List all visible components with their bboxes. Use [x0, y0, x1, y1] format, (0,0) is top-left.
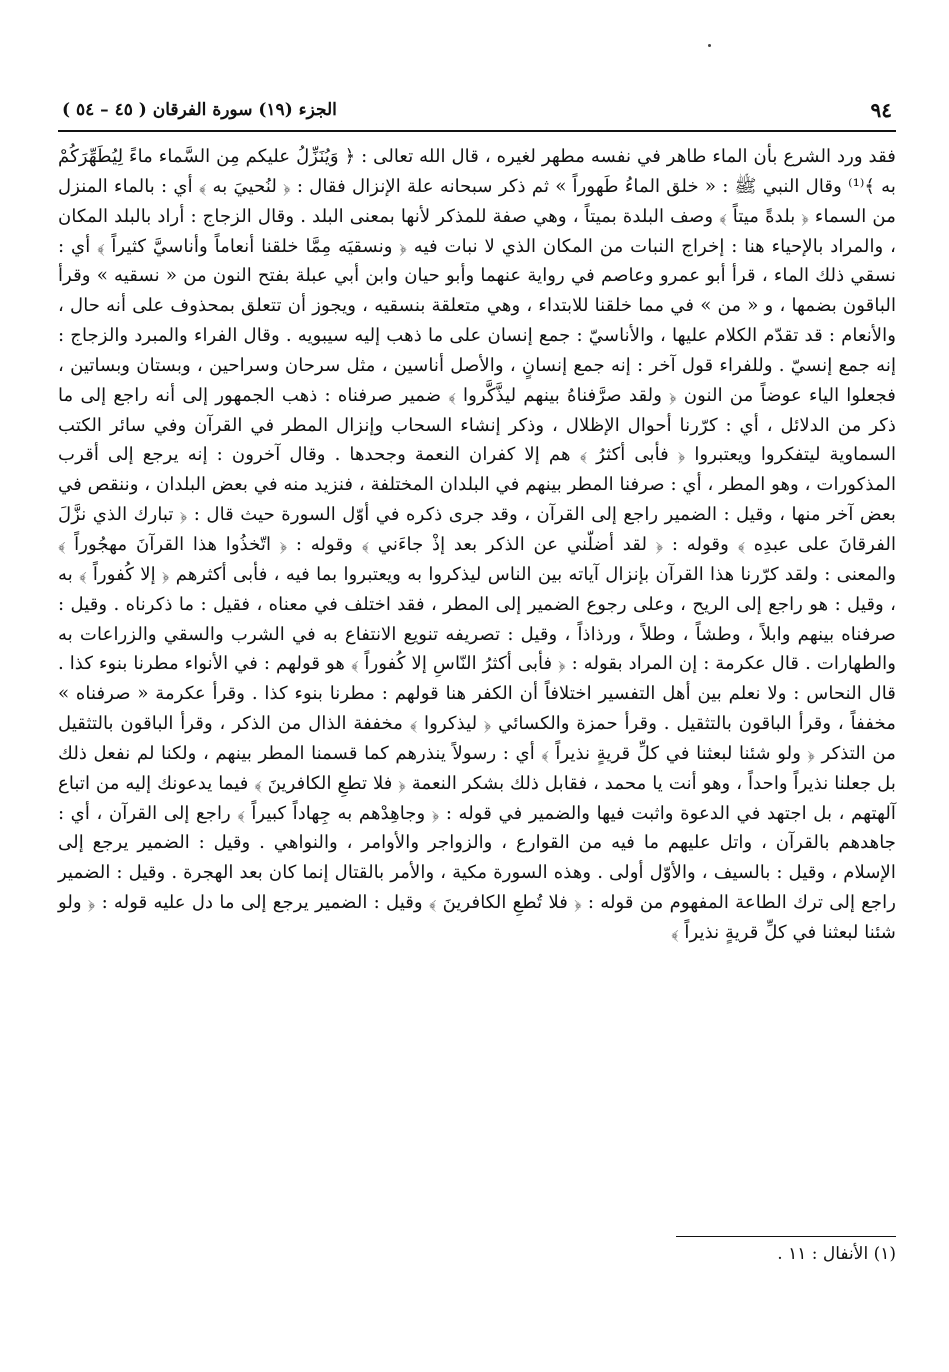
speck: [708, 44, 711, 47]
page-number: ٩٤: [870, 98, 892, 122]
body-paragraph: فقد ورد الشرع بأن الماء طاهر في نفسه مطهر لغيره ، قال الله تعالى : ﴿ وَيُنَزِّلُ عليكم مِن السَّماء ماءً لِيُطَهِّرَكُمْ به ﴾⁽¹⁾ وقال النبي ﷺ : « خلق الماءُ طَهوراً » ثم ذكر سبحانه علة الإنزال فقال : ﴿ لنُحييَ به ﴾ أي : بالماء المنزل من السماء ﴿ بلدةً ميتاً ﴾ وصف البلدة بميتاً ، وهي صفة للمذكر لأنها بمعنى البلد . وقال الزجاج : أراد بالبلد المكان ، والمراد بالإحياء هنا : إخراج النبات من المكان الذي لا نبات فيه ﴿ ونسقيَه مِمَّا خلقنا أنعاماً وأناسيَّ كثيراً ﴾ أي : نسقي ذلك الماء ، قرأ أبو عمرو وعاصم في رواية عنهما وأبو حيان وابن أبي عبلة بفتح النون من « نسقيه » وقرأ الباقون بضمها ، و « من » في مما خلقنا للابتداء ، وهي متعلقة بنسقيه ، ويجوز أن تتعلق بمحذوف على أنه حال ، والأنعام : قد تقدّم الكلام عليها ، والأناسيّ : جمع إنسان على ما ذهب إليه سيبويه . وقال الفراء والمبرد والزجاج : إنه جمع إنسيّ . وللفراء قول آخر : إنه جمع إنسانٍ ، والأصل أناسين ، مثل سرحان وسراحين ، وبستان وبساتين ، فجعلوا الياء عوضاً من النون ﴿ ولقد صرَّفناهُ بينهم ليذَّكَّروا ﴾ ضمير صرفناه : ذهب الجمهور إلى أنه راجع إلى ما ذكر من الدلائل ، أي : كرّرنا أحوال الإظلال ، وذكر إنشاء السحاب وإنزال المطر في القرآن وفي سائر الكتب السماوية ليتفكروا ويعتبروا ﴿ فأبى أكثرُ ﴾ هم إلا كفران النعمة وجحدها . وقال آخرون : إنه يرجع إلى أقرب المذكورات ، وهو المطر ، أي : صرفنا المطر بينهم في البلدان المختلفة ، فنزيد منه في بعض البلدان ، وننقص في بعض آخر منها ، وقيل : الضمير راجع إلى القرآن ، وقد جرى ذكره في أوّل السورة حيث قال : ﴿ تبارك الذي نزَّلَ الفرقانَ على عبدِه ﴾ وقوله : ﴿ لقد أضلّني عن الذكر بعد إذْ جاءَني ﴾ وقوله : ﴿ اتّخذُوا هذا القرآنَ مهجُوراً ﴾ والمعنى : ولقد كرّرنا هذا القرآن بإنزال آياته بين الناس ليذكروا به ويعتبروا بما فيه ، فأبى أكثرهم ﴿ إلا كُفوراً ﴾ به ، وقيل : هو راجع إلى الريح ، وعلى رجوع الضمير إلى المطر ، فقد اختلف في معناه ، فقيل : ما ذكرناه . وقيل : صرفناه بينهم وابلاً ، وطشاً ، وطلاً ، ورذاذاً ، وقيل : تصريفه تنويع الانتفاع به في الشرب والسقي والزراعات به والطهارات . قال عكرمة : إن المراد بقوله : ﴿ فأبى أكثرُ النّاسِ إلا كُفوراً ﴾ هو قولهم : في الأنواء مطرنا بنوء كذا . قال النحاس : ولا نعلم بين أهل التفسير اختلافاً أن الكفر هنا قولهم : مطرنا بنوء كذا . وقرأ عكرمة « صرفناه » مخففاً ، وقرأ الباقون بالتثقيل . وقرأ حمزة والكسائي ﴿ ليذكروا ﴾ مخففة الذال من الذكر ، وقرأ الباقون بالتثقيل من التذكر ﴿ ولو شئنا لبعثنا في كلِّ قريةٍ نذيراً ﴾ أي : رسولاً ينذرهم كما قسمنا المطر بينهم ، ولكنا لم نفعل ذلك بل جعلنا نذيراً واحداً ، وهو أنت يا محمد ، فقابل ذلك بشكر النعمة ﴿ فلا تطعِ الكافرينَ ﴾ فيما يدعونك إليه من اتباع آلهتهم ، بل اجتهد في الدعوة واثبت فيها والضمير في قوله : ﴿ وجاهِدْهم به جِهاداً كبيراً ﴾ راجع إلى القرآن ، أي : جاهدهم بالقرآن ، واتل عليهم ما فيه من القوارع ، والزواجر والأوامر ، والنواهي . وقيل : الضمير يرجع إلى الإسلام ، وقيل : بالسيف ، والأوّل أولى . وهذه السورة مكية ، والأمر بالقتال إنما كان بعد الهجرة . وقيل : الضمير راجع إلى ترك الطاعة المفهوم من قوله : ﴿ فلا تُطعِ الكافرينَ ﴾ وقيل : الضمير يرجع إلى ما دل عليه قوله : ﴿ ولو شئنا لبعثنا في كلِّ قريةٍ نذيراً ﴾: [58, 146, 896, 943]
book-page: [58, 0, 896, 1372]
page-header: [58, 96, 896, 132]
footnote: (١) الأنفال : ١١ .: [777, 1244, 896, 1264]
footnote-separator: [676, 1236, 896, 1237]
main-text: [58, 142, 896, 948]
running-title: الجزء (١٩) سورة الفرقان ( ٤٥ – ٥٤ ): [62, 100, 337, 120]
